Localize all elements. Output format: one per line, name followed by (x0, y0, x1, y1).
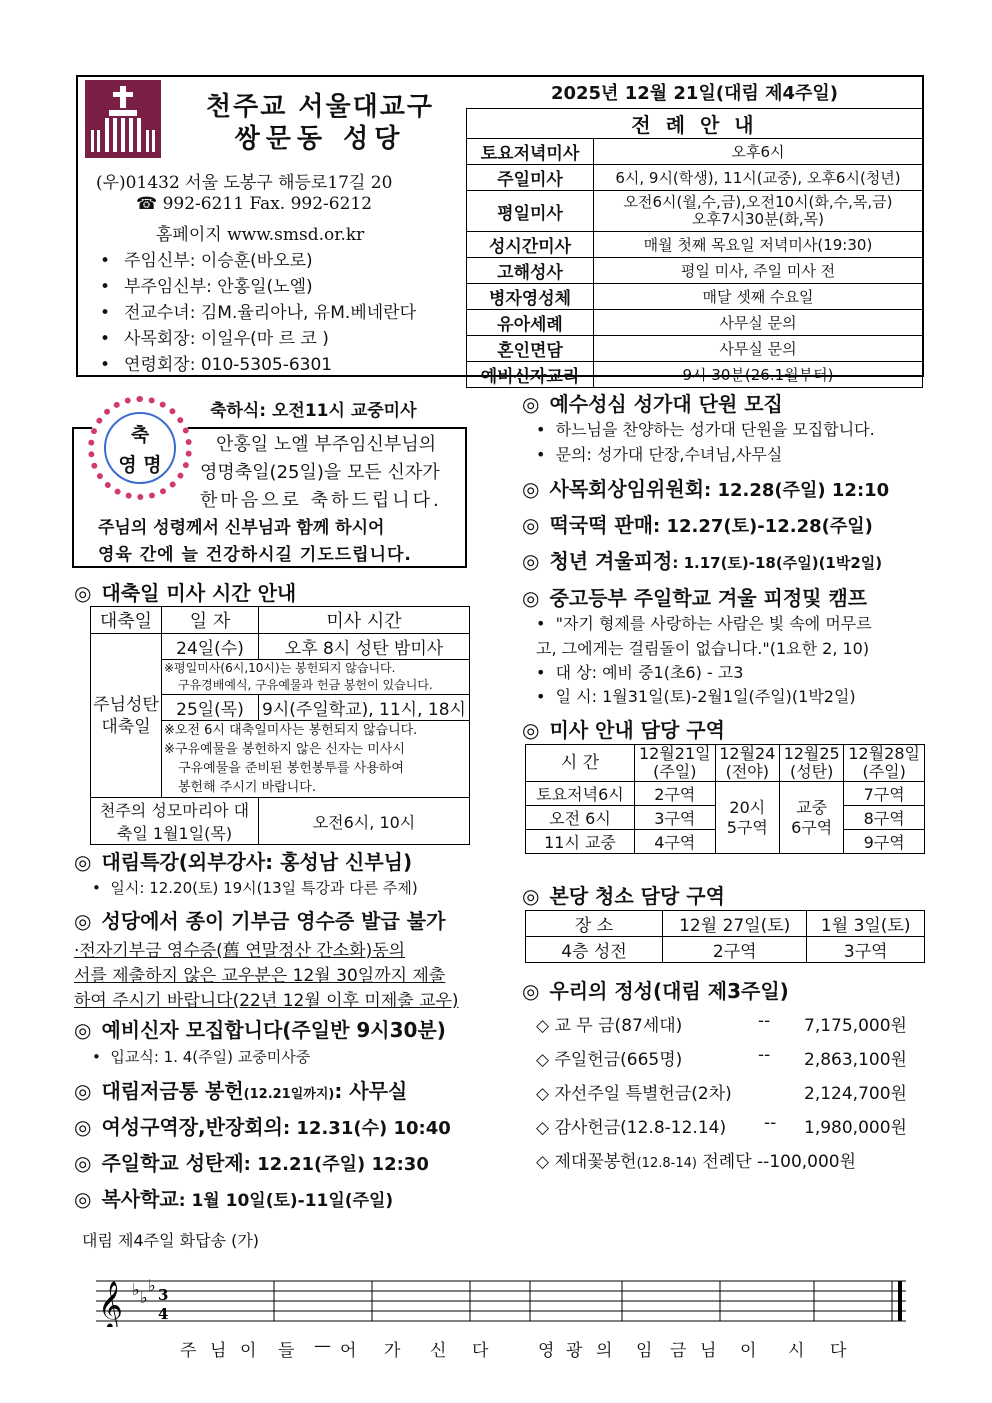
catechumen-title: ◎ 예비신자 모집합니다(주일반 9시30분) (74, 1018, 446, 1042)
cleaning-header-1: 12월 27일(토) (663, 911, 807, 937)
issue-date: 2025년 12월 21일(대림 제4주일) (550, 83, 839, 104)
cleaning-title: ◎ 본당 청소 담당 구역 (522, 884, 725, 908)
lyric-syllable: 이 (740, 1341, 757, 1361)
teen-detail3: • 일 시: 1월31일(토)-2월1일(주일)(1박2일) (536, 687, 856, 706)
svg-text:♭: ♭ (148, 1276, 156, 1295)
offering-amount: 2,863,100원 (804, 1050, 907, 1070)
lyric-syllable: 주 (180, 1341, 197, 1361)
mass-times-table (90, 606, 470, 845)
staff-sisters: • 전교수녀: 김M.율리아나, 유M.베네란다 (100, 298, 416, 323)
note-24b: 구유경배예식, 구유예물과 헌금 봉헌이 있습니다. (178, 678, 433, 692)
offering-label: 주일헌금(665명) (554, 1050, 683, 1070)
mass-duty-title: ◎ 미사 안내 담당 구역 (522, 718, 725, 742)
liturgy-value: 6시, 9시(학생), 11시(교중), 오후6시(청년) (594, 165, 923, 191)
lyric-syllable: 어 (340, 1341, 357, 1361)
feast-line5: 영육 간에 늘 건강하시길 기도드립니다. (98, 545, 412, 565)
feast-line1: 안홍일 노엘 부주임신부님의 (216, 434, 437, 455)
ricecake-title: ◎ 떡국떡 판매: 12.27(토)-12.28(주일) (522, 513, 873, 537)
col-header: 일 자 (162, 607, 259, 634)
savings-text: 대림저금통 봉헌 (101, 1079, 244, 1103)
offering-row (536, 1113, 916, 1138)
ricecake-tail: : 12.27(토)-12.28(주일) (653, 516, 873, 537)
staff-council: • 사목회장: 이일우(마 르 코 ) (100, 324, 329, 349)
altar-text: 복사학교 (101, 1187, 179, 1211)
women-tail: : 12.31(수) 10:40 (282, 1118, 451, 1139)
duty-cell: 4구역 (635, 830, 716, 854)
duty-h2a: 12월24 (719, 744, 776, 763)
liturgy-value-line2: 오후7시30분(화,목) (691, 210, 825, 228)
feast-title: 축하식: 오전11시 교중미사 (210, 401, 417, 421)
cleaning-header-2: 1월 3일(토) (807, 911, 925, 937)
cleaning-table (525, 910, 925, 963)
lyric-syllable: 들 (278, 1341, 295, 1361)
address: (우)01432 서울 도봉구 해등로17길 20 (96, 173, 393, 193)
lyric-syllable: 임 (636, 1341, 653, 1361)
note-25 (162, 721, 470, 798)
liturgy-key: 토요저녁미사 (467, 139, 594, 165)
psalm-title: 대림 제4주일 화답송 (가) (82, 1231, 260, 1250)
youth-tail: : 1.17(토)-18(주일)(1박2일) (672, 554, 883, 572)
teen-detail1: • "자기 형제를 사랑하는 사람은 빛 속에 머무르 (536, 614, 872, 633)
church-name-line2: 쌍문동 성당 (234, 124, 406, 154)
offering-row (536, 1147, 916, 1172)
lyric-syllable: 가 (384, 1341, 401, 1361)
diamond-icon: ◇ (536, 1118, 550, 1138)
offering-label: 감사헌금(12.8-12.14) (554, 1118, 727, 1138)
sunday-school-tail: : 12.21(주일) 12:30 (243, 1154, 429, 1175)
lyric-syllable: 이 (240, 1341, 257, 1361)
note-25c: 구유예물을 준비된 봉헌봉투를 사용하여 (178, 761, 404, 776)
liturgy-key: 유아세례 (467, 310, 594, 336)
liturgy-value: 매달 셋째 수요일 (594, 284, 923, 310)
offering-label-small: (12.8-14) (636, 1156, 697, 1171)
teen-d3-text: 일 시: 1월31일(토)-2월1일(주일)(1박2일) (555, 687, 856, 706)
liturgy-value: 오후6시 (594, 139, 923, 165)
cleaning-place: 4층 성전 (526, 937, 663, 963)
lyric-syllable: 영 (538, 1341, 555, 1361)
choir-d2-text: 문의: 성가대 단장,수녀님,사무실 (555, 445, 783, 464)
time-24: 오후 8시 성탄 밤미사 (259, 634, 470, 660)
time-25: 9시(주일학교), 11시, 18시 (259, 695, 470, 721)
liturgy-table (466, 108, 923, 388)
offering-label-tail: 전례단 (702, 1152, 752, 1172)
receipt-title-text: 성당에서 종이 기부금 영수증 발급 불가 (101, 909, 446, 933)
offering-label: 자선주일 특별헌금(2차) (554, 1084, 732, 1104)
mass-times-title-text: 대축일 미사 시간 안내 (101, 581, 297, 605)
date-25: 25일(목) (162, 695, 259, 721)
offering-row (536, 1045, 916, 1070)
diamond-icon: ◇ (536, 1016, 550, 1036)
duty-cell: 2구역 (635, 782, 716, 806)
duty-h3a: 12월25 (783, 744, 840, 763)
liturgy-key: 평일미사 (467, 191, 594, 232)
svg-text:4: 4 (158, 1305, 169, 1323)
lyric-syllable: 님 (700, 1341, 717, 1361)
liturgy-value-line1: 오전6시(월,수,금),오전10시(화,수,목,금) (623, 193, 893, 211)
receipt-title: ◎ 성당에서 종이 기부금 영수증 발급 불가 (74, 909, 446, 933)
duty-c3a: 교중 (796, 797, 828, 817)
music-staff (96, 1275, 906, 1325)
duty-cell: 9구역 (844, 830, 925, 854)
seal-text-top: 축 (130, 424, 150, 446)
duty-header-28 (844, 745, 925, 782)
lyric-syllable: 신 (430, 1341, 447, 1361)
liturgy-value: 사무실 문의 (594, 336, 923, 362)
seal-text-bottom: 영 명 (118, 454, 162, 476)
date-24: 24일(수) (162, 634, 259, 660)
lyric-syllable: 금 (670, 1341, 687, 1361)
cleaning-text: 본당 청소 담당 구역 (549, 884, 725, 908)
feast-line4: 주님의 성령께서 신부님과 함께 하시어 (98, 518, 385, 538)
offering-sep: -- (758, 1011, 771, 1031)
liturgy-key: 고해성사 (467, 258, 594, 284)
lyric-syllable: 광 (566, 1341, 583, 1361)
advent-lecture-title: ◎ 대림특강(외부강사: 홍성남 신부님) (74, 850, 413, 874)
duty-cell-24 (715, 782, 779, 854)
advent-lecture-detail-text: 일시: 12.20(토) 19시(13일 특강과 다른 주제) (110, 879, 418, 897)
choir-text: 예수성심 성가대 단원 모집 (549, 392, 783, 416)
mary-feast-time: 오전6시, 10시 (259, 798, 470, 845)
offering-title: ◎ 우리의 정성(대림 제3주일) (522, 979, 789, 1003)
receipt-detail2: 서를 제출하지 않은 교우분은 12월 30일까지 제출 (74, 966, 446, 986)
liturgy-value (594, 191, 923, 232)
catechumen-title-text: 예비신자 모집합니다(주일반 9시30분) (101, 1018, 446, 1042)
duty-row-label: 11시 교중 (526, 830, 635, 854)
svg-text:♭: ♭ (132, 1280, 140, 1299)
svg-text:3: 3 (158, 1286, 169, 1304)
diamond-icon: ◇ (536, 1050, 550, 1070)
sunday-school-title: ◎ 주일학교 성탄제: 12.21(주일) 12:30 (74, 1151, 429, 1175)
lyric-syllable: 시 (788, 1341, 805, 1361)
council-text: 사목회상임위원회 (549, 477, 705, 501)
offering-amount: 1,980,000원 (804, 1118, 907, 1138)
col-header: 미사 시간 (259, 607, 470, 634)
feast-line3: 한마음으로 축하드립니다. (200, 490, 442, 511)
teen-camp-title: ◎ 중고등부 주일학교 겨울 피정및 캠프 (522, 586, 868, 610)
lyric-syllable: 님 (210, 1341, 227, 1361)
note-25b: ※구유예물을 봉헌하지 않은 신자는 미사시 (164, 742, 405, 757)
duty-h2b: (전야) (725, 762, 769, 781)
duty-h1b: (주일) (653, 762, 697, 781)
duty-header-time: 시 간 (526, 745, 635, 782)
liturgy-heading: 전 례 안 내 (467, 109, 923, 139)
cleaning-v1: 2구역 (663, 937, 807, 963)
duty-row-label: 토요저녁6시 (526, 782, 635, 806)
staff-funeral: • 연령회장: 010-5305-6301 (100, 350, 332, 375)
receipt-detail1: ·전자기부금 영수증(舊 연말정산 간소화)동의 (74, 941, 406, 961)
teen-d2-text: 대 상: 예비 중1(초6) - 고3 (555, 663, 744, 682)
liturgy-key: 성시간미사 (467, 232, 594, 258)
receipt-detail3: 하여 주시기 바랍니다(22년 12월 이후 미제출 교우) (74, 991, 459, 1011)
teen-detail2: • 대 상: 예비 중1(초6) - 고3 (536, 663, 744, 682)
duty-c2a: 20시 (729, 797, 766, 817)
offering-sep: -- (764, 1113, 777, 1133)
duty-h4b: (주일) (862, 762, 906, 781)
offering-sep: -- (758, 1045, 771, 1065)
savings-title: ◎ 대림저금통 봉헌(12.21일까지): 사무실 (74, 1079, 408, 1103)
catechumen-detail: • 입교식: 1. 4(주일) 교중미사중 (92, 1048, 311, 1066)
youth-retreat-title: ◎ 청년 겨울피정: 1.17(토)-18(주일)(1박2일) (522, 549, 883, 573)
lyric-syllable: 의 (596, 1341, 613, 1361)
lyric-syllable: 다 (472, 1341, 489, 1361)
offering-row (536, 1079, 916, 1104)
offering-amount: 100,000원 (769, 1152, 857, 1172)
duty-c2b: 5구역 (726, 817, 768, 837)
duty-row-label: 오전 6시 (526, 806, 635, 830)
council-tail: : 12.28(주일) 12:10 (704, 480, 890, 501)
liturgy-key: 주일미사 (467, 165, 594, 191)
lyric-syllable: 다 (830, 1341, 847, 1361)
duty-header-24 (715, 745, 779, 782)
lyric-syllable: — (314, 1336, 331, 1356)
duty-h1a: 12월21일 (638, 744, 711, 763)
offering-sep: -- (757, 1152, 770, 1172)
note-24a: ※평일미사(6시,10시)는 봉헌되지 않습니다. (164, 661, 396, 675)
liturgy-value: 매월 첫째 목요일 저녁미사(19:30) (594, 232, 923, 258)
note-25d: 봉헌해 주시기 바랍니다. (178, 780, 316, 795)
liturgy-value: 9시 30분(26.1월부터) (594, 362, 923, 388)
duty-cell-25 (779, 782, 843, 854)
col-header: 대축일 (91, 607, 162, 634)
advent-lecture-detail: • 일시: 12.20(토) 19시(13일 특강과 다른 주제) (92, 879, 418, 897)
diamond-icon: ◇ (536, 1084, 550, 1104)
savings-tail: : 사무실 (334, 1079, 408, 1103)
duty-c3b: 6구역 (791, 817, 833, 837)
advent-lecture-text: 대림특강(외부강사: 홍성남 신부님) (101, 850, 413, 874)
offering-label: 제대꽃봉헌 (554, 1152, 637, 1172)
offering-amount: 2,124,700원 (804, 1084, 907, 1104)
altar-school-title: ◎ 복사학교: 1월 10일(토)-11일(주일) (74, 1187, 394, 1211)
church-name-line1: 천주교 서울대교구 (206, 92, 434, 122)
liturgy-key: 혼인면담 (467, 336, 594, 362)
teen-d1-text: "자기 형제를 사랑하는 사람은 빛 속에 머무르 (555, 614, 872, 633)
mass-times-title: ◎ 대축일 미사 시간 안내 (74, 581, 297, 605)
staff-associate: • 부주임신부: 안홍일(노엘) (100, 272, 313, 297)
mass-duty-text: 미사 안내 담당 구역 (549, 718, 725, 742)
offering-label: 교 무 금(87세대) (554, 1016, 683, 1036)
ricecake-text: 떡국떡 판매 (549, 513, 654, 537)
choir-title: ◎ 예수성심 성가대 단원 모집 (522, 392, 783, 416)
diamond-icon: ◇ (536, 1152, 550, 1172)
homepage: 홈페이지 www.smsd.or.kr (156, 225, 365, 245)
savings-small: (12.21일까지) (243, 1087, 335, 1102)
note-24 (162, 660, 470, 695)
church-logo (85, 80, 161, 158)
choir-detail2: • 문의: 성가대 단장,수녀님,사무실 (536, 445, 783, 464)
women-text: 여성구역장,반장회의 (101, 1115, 283, 1139)
staff-pastor: • 주임신부: 이승훈(바오로) (100, 246, 313, 271)
teen-detail1b: 고, 그에게는 걸림돌이 없습니다."(1요한 2, 10) (536, 639, 870, 658)
feast-name: 주님성탄 대축일 (91, 634, 162, 798)
sunday-school-text: 주일학교 성탄제 (101, 1151, 244, 1175)
altar-tail: : 1월 10일(토)-11일(주일) (178, 1191, 394, 1211)
offering-amount: 7,175,000원 (804, 1016, 907, 1036)
cleaning-header-place: 장 소 (526, 911, 663, 937)
duty-h4a: 12월28일 (848, 744, 920, 763)
offering-row (536, 1011, 916, 1036)
duty-h3b: (성탄) (789, 762, 834, 781)
liturgy-value: 사무실 문의 (594, 310, 923, 336)
choir-d1-text: 하느님을 찬양하는 성가대 단원을 모집합니다. (555, 420, 875, 439)
svg-text:♭: ♭ (140, 1288, 148, 1307)
duty-cell: 8구역 (844, 806, 925, 830)
cleaning-v2: 3구역 (807, 937, 925, 963)
duty-header-25 (779, 745, 843, 782)
liturgy-key: 예비신자교리 (467, 362, 594, 388)
lyrics (96, 1336, 906, 1360)
feast-line2: 영명축일(25일)을 모든 신자가 (200, 462, 440, 483)
note-25a: ※오전 6시 대축일미사는 봉헌되지 않습니다. (164, 723, 418, 738)
liturgy-key: 병자영성체 (467, 284, 594, 310)
svg-text:𝄞: 𝄞 (98, 1280, 123, 1327)
teen-text: 중고등부 주일학교 겨울 피정및 캠프 (549, 586, 868, 610)
mass-duty-table (525, 744, 925, 854)
duty-cell: 7구역 (844, 782, 925, 806)
catechumen-detail-text: 입교식: 1. 4(주일) 교중미사중 (110, 1048, 311, 1066)
duty-cell: 3구역 (635, 806, 716, 830)
mary-feast: 천주의 성모마리아 대축일 1월1일(목) (91, 798, 259, 845)
women-meeting-title: ◎ 여성구역장,반장회의: 12.31(수) 10:40 (74, 1115, 451, 1139)
liturgy-value: 평일 미사, 주일 미사 전 (594, 258, 923, 284)
phone: ☎ 992-6211 Fax. 992-6212 (136, 194, 373, 214)
youth-text: 청년 겨울피정 (549, 549, 673, 573)
council-title: ◎ 사목회상임위원회: 12.28(주일) 12:10 (522, 477, 890, 501)
offering-text: 우리의 정성(대림 제3주일) (549, 979, 789, 1003)
choir-detail1: • 하느님을 찬양하는 성가대 단원을 모집합니다. (536, 420, 875, 439)
duty-header-21 (635, 745, 716, 782)
